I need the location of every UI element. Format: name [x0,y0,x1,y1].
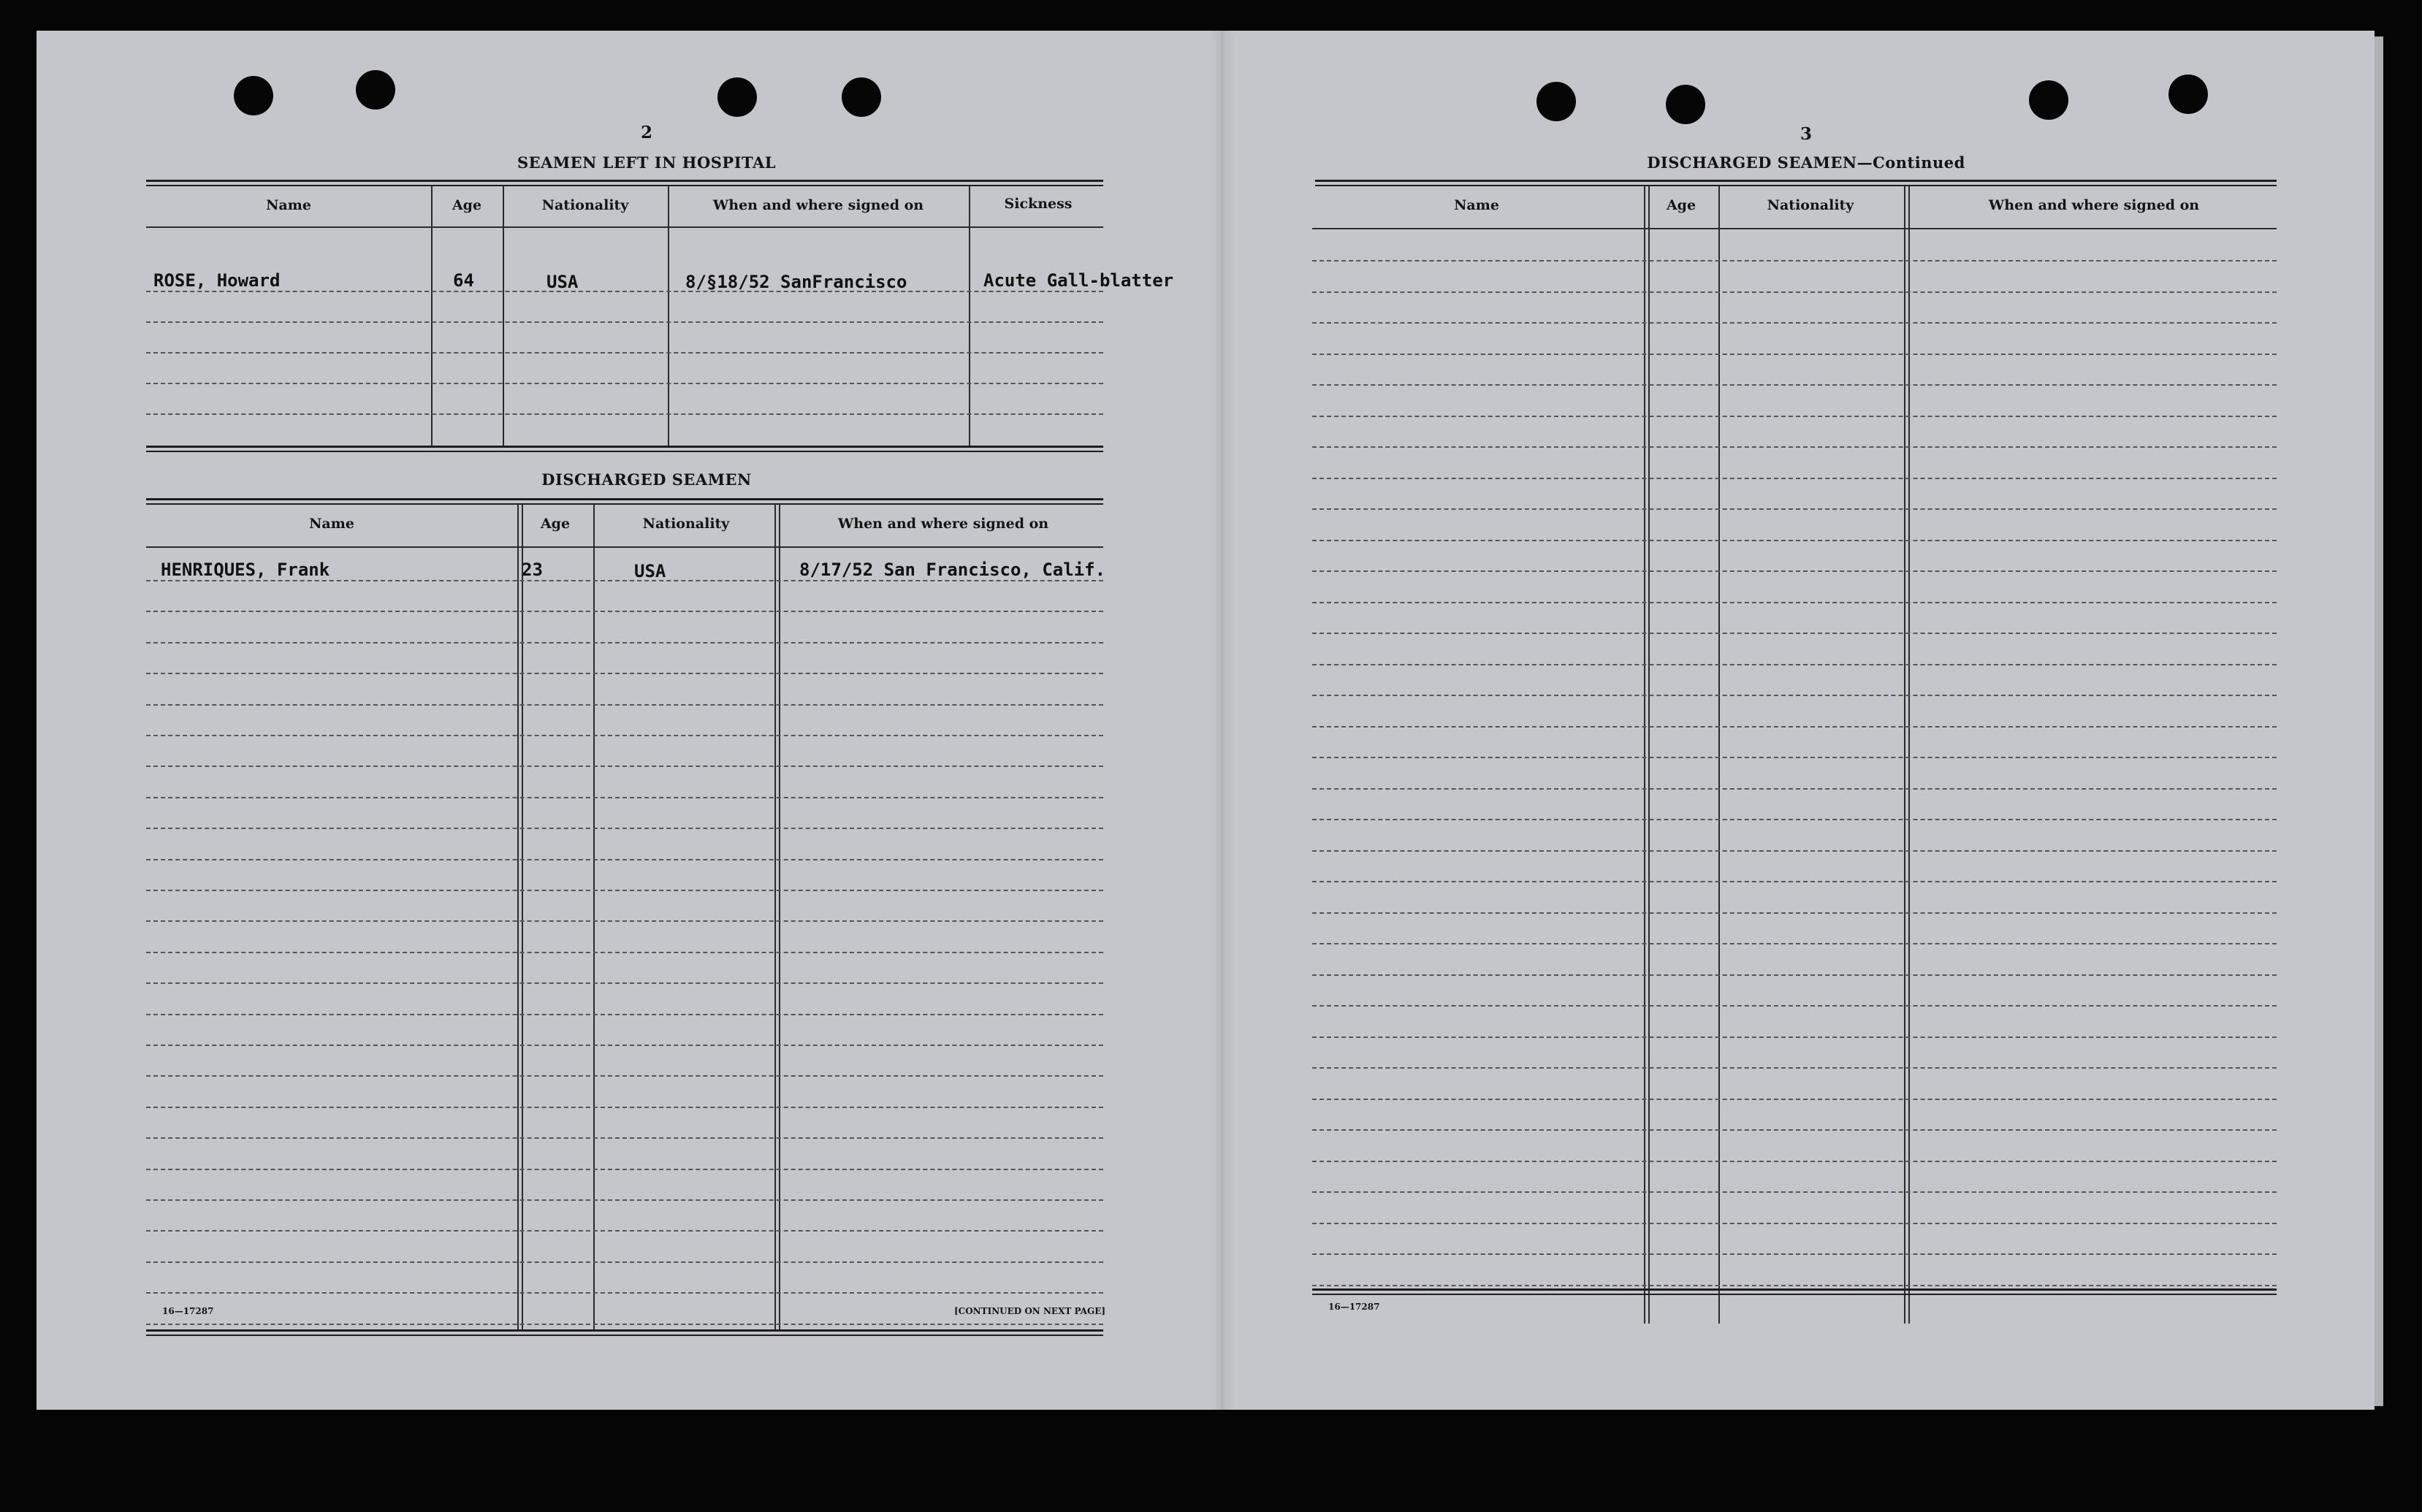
left-page [146,31,1174,1410]
ruled-line [146,952,1103,953]
col-header-signed-on: When and where signed on [837,516,1049,532]
ruled-line [1312,912,2277,914]
ruled-line [1312,788,2277,790]
col-header-age: Age [1666,197,1696,213]
page-number: 2 [640,123,652,142]
ruled-line [146,1045,1103,1046]
ruled-line [1312,416,2277,417]
ruled-line [146,1199,1103,1201]
ruled-line [1312,570,2277,572]
col-header-age: Age [540,516,571,532]
ruled-line [1312,508,2277,510]
col-header-age: Age [452,197,482,213]
ruled-line [146,1169,1103,1170]
ruled-line [1312,1223,2277,1224]
hospital-section-title: SEAMEN LEFT IN HOSPITAL [517,153,777,172]
ruled-line [146,611,1103,612]
ruled-line [1312,260,2277,261]
ruled-line [146,1014,1103,1015]
ruled-line [1312,1129,2277,1131]
ruled-line [146,642,1103,644]
ruled-line [146,765,1103,767]
ruled-line [1312,1253,2277,1255]
ruled-line [146,797,1103,798]
ruled-line [1312,446,2277,448]
hospital-row-sickness: Acute Gall-blatter [983,270,1174,291]
ruled-line [146,890,1103,891]
ruled-line [146,1137,1103,1139]
ruled-line [1312,1005,2277,1007]
ruled-line [146,982,1103,984]
ruled-line [1312,540,2277,541]
ruled-line [1312,354,2277,355]
ruled-line [146,828,1103,829]
form-number: 16—17287 [162,1306,214,1316]
ruled-line [1312,881,2277,882]
ruled-line [1312,850,2277,852]
ruled-line [146,920,1103,922]
sheet-edge [2375,37,2383,1406]
col-header-name: Name [266,197,311,213]
discharged-row-name: HENRIQUES, Frank [161,560,330,580]
ruled-line [146,859,1103,860]
ruled-line [146,704,1103,706]
hospital-row-name: ROSE, Howard [153,270,281,291]
page-number: 3 [1800,124,1812,144]
center-fold [1209,31,1235,1410]
ruled-line [1312,1036,2277,1038]
ruled-line [1312,633,2277,634]
ruled-line [146,1292,1103,1294]
continued-note: [CONTINUED ON NEXT PAGE] [954,1306,1106,1316]
col-header-name: Name [1454,197,1499,213]
hospital-row-nationality: USA [547,272,579,292]
col-header-signed-on: When and where signed on [1988,197,2200,213]
ruled-line [146,1075,1103,1077]
discharged-row-nationality: USA [634,561,666,581]
document-sheet [37,31,2375,1410]
ruled-line [146,673,1103,674]
ruled-line [1312,757,2277,758]
form-number: 16—17287 [1328,1302,1380,1312]
col-header-sickness: Sickness [1004,196,1073,212]
ruled-line [1312,1099,2277,1100]
col-header-nationality: Nationality [642,516,730,532]
ruled-line [1312,664,2277,665]
ruled-line [1312,1067,2277,1069]
ruled-line [146,1230,1103,1232]
ruled-line [1312,819,2277,820]
ruled-line [1312,291,2277,293]
discharged-continued-title: DISCHARGED SEAMEN—Continued [1647,153,1965,172]
col-header-signed-on: When and where signed on [712,197,924,213]
ruled-line [146,580,1103,581]
discharged-section-title: DISCHARGED SEAMEN [541,470,752,489]
ruled-line [1312,478,2277,479]
ruled-line [1312,322,2277,324]
ruled-line [1312,974,2277,976]
ruled-line [1312,602,2277,603]
col-header-name: Name [309,516,354,532]
ruled-line [1312,384,2277,386]
discharged-row-signed-on: 8/17/52 San Francisco, Calif. [799,560,1106,580]
ruled-line [1312,695,2277,696]
col-header-nationality: Nationality [541,197,629,213]
col-header-nationality: Nationality [1767,197,1854,213]
ruled-line [1312,1285,2277,1286]
ruled-line [146,1107,1103,1108]
ruled-line [1312,1191,2277,1193]
ruled-line [146,1324,1103,1325]
ruled-line [1312,943,2277,944]
hospital-row-signed-on: 8/§18/52 SanFrancisco [685,272,907,292]
discharged-row-age: 23 [522,560,543,580]
ruled-line [146,1261,1103,1263]
right-page [1308,31,2316,1410]
ruled-line [146,735,1103,736]
hospital-row-age: 64 [453,270,474,291]
ruled-line [1312,1161,2277,1162]
ruled-line [1312,726,2277,728]
